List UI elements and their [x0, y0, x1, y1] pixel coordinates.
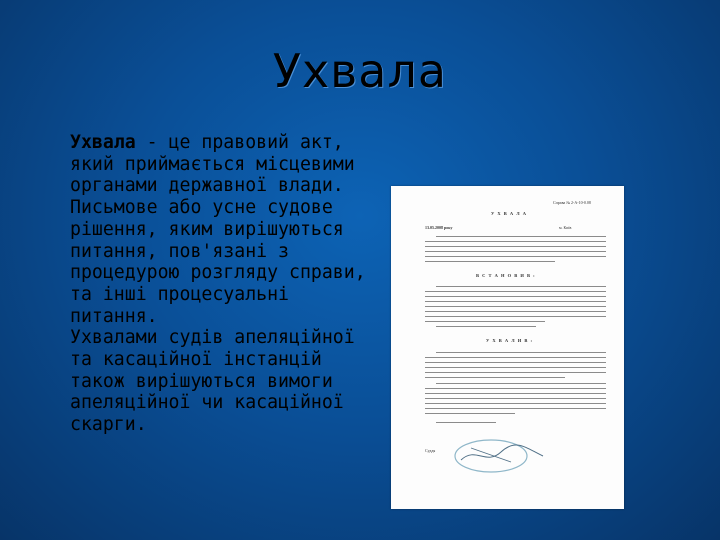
- doc-signature-label: Суддя: [425, 448, 436, 453]
- doc-text-line: [425, 357, 606, 358]
- doc-text-line: [425, 296, 606, 297]
- doc-city: м. Київ: [559, 225, 572, 230]
- doc-section-established: В С Т А Н О В И В :: [476, 273, 536, 278]
- doc-heading: У Х В А Л А: [491, 211, 528, 216]
- doc-text-line: [425, 413, 515, 414]
- doc-text-line: [425, 311, 606, 312]
- doc-text-line: [425, 362, 606, 363]
- doc-text-line: [425, 367, 606, 368]
- doc-section-ruled: У Х В А Л И В :: [486, 338, 534, 343]
- doc-text-line: [425, 393, 606, 394]
- doc-text-line: [425, 241, 606, 242]
- definition-body: - це правовий акт, який приймається місцевими органами державної влади. Письмове або усне судове рішення, яким вирішуються питання, пов'язані з процедурою розгляду справи, та інші процесуальні питання. Ухвалами судів апеляційної та касаційної інстанцій також вирішуються вимоги апеляційної чи касаційної скарги.: [70, 132, 366, 436]
- doc-text-line: [425, 408, 606, 409]
- court-document-image: [391, 186, 624, 509]
- definition-lead: Ухвала: [70, 132, 136, 153]
- doc-text-line: [425, 388, 606, 389]
- doc-case-number: Справа № 2-А-10-0.08: [553, 200, 591, 205]
- doc-text-line: [425, 403, 606, 404]
- doc-text-line: [425, 291, 606, 292]
- doc-text-line: [425, 246, 606, 247]
- doc-text-line: [425, 316, 606, 317]
- slide-title: Ухвала: [272, 44, 448, 98]
- doc-text-line: [425, 372, 606, 373]
- doc-text-line: [425, 321, 545, 322]
- doc-text-line: [425, 261, 555, 262]
- doc-text-line: [436, 286, 606, 287]
- doc-text-line: [425, 301, 606, 302]
- doc-date: 13.05.2008 року: [425, 225, 453, 230]
- doc-text-line: [425, 256, 606, 257]
- doc-text-line: [425, 398, 606, 399]
- doc-text-line: [436, 422, 496, 423]
- court-stamp-signature: [451, 436, 551, 476]
- doc-text-line: [436, 236, 606, 237]
- doc-text-line: [425, 251, 606, 252]
- doc-text-line: [436, 383, 606, 384]
- definition-text: [70, 132, 370, 436]
- doc-text-line: [425, 306, 606, 307]
- doc-text-line: [436, 352, 606, 353]
- doc-text-line: [436, 326, 536, 327]
- doc-text-line: [425, 377, 565, 378]
